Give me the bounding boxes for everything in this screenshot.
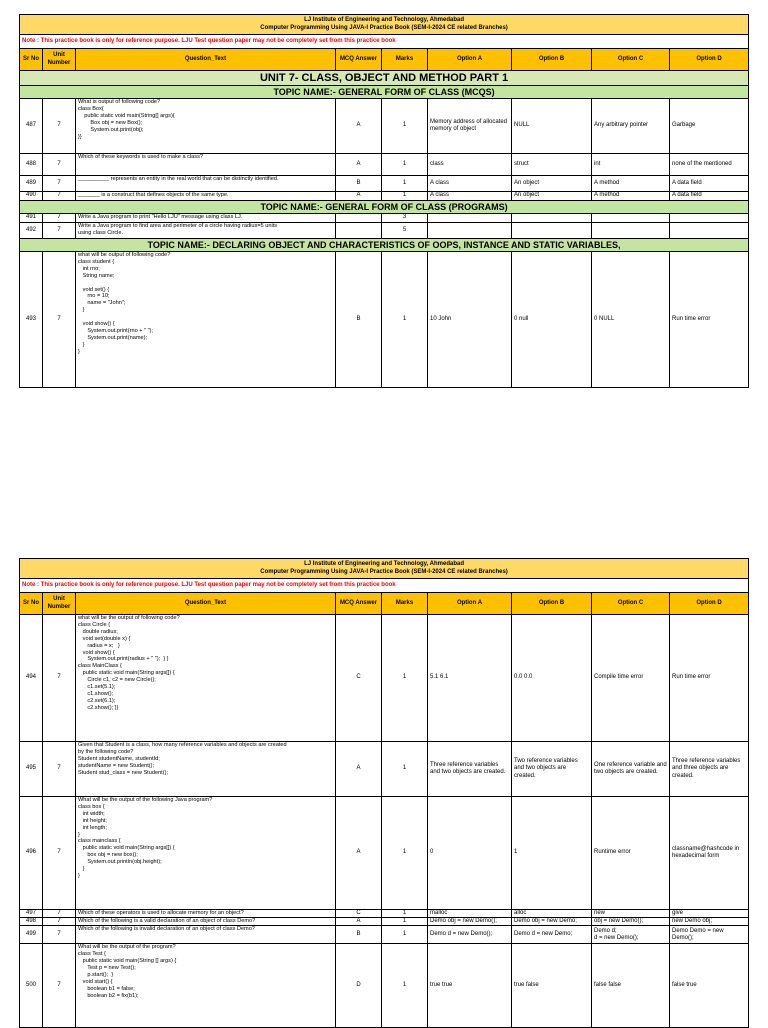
- practice-sheet-2: [19, 558, 748, 1028]
- col-option-d: Option D: [670, 49, 749, 71]
- col-mcq-answer: MCQ Answer: [336, 593, 382, 615]
- sr-no: 497: [20, 910, 43, 918]
- unit-number: 7: [43, 192, 76, 201]
- table-row: [20, 192, 749, 201]
- question-text: What will be the output of the following Java program? class box { int width; int height; int length; } class mainclass { public static void main(String args[]) { box obj = new box(); System.out.println(obj.height); } }: [76, 797, 336, 910]
- option-a: 10 John: [428, 252, 512, 388]
- sr-no: 495: [20, 742, 43, 797]
- table-row: [20, 223, 749, 239]
- practice-sheet-1: [19, 14, 748, 388]
- question-text: Write a Java program to print "Hello LJU" message using class LJ.: [76, 214, 336, 223]
- option-d: A data field: [670, 192, 749, 201]
- option-c: [592, 214, 670, 223]
- col-unit-number: Unit Number: [43, 593, 76, 615]
- option-b: NULL: [512, 99, 592, 154]
- option-d: Run time error: [670, 252, 749, 388]
- sr-no: 500: [20, 944, 43, 1028]
- marks: 1: [382, 252, 428, 388]
- mcq-answer: B: [336, 926, 382, 944]
- mcq-answer: A: [336, 797, 382, 910]
- book-title: Computer Programming Using JAVA-I Practice Book (SEM-I-2024 CE related Branches): [260, 568, 508, 575]
- sr-no: 494: [20, 615, 43, 742]
- option-d: give: [670, 910, 749, 918]
- sr-no: 491: [20, 214, 43, 223]
- mcq-answer: [336, 214, 382, 223]
- marks: 1: [382, 154, 428, 176]
- unit-number: 7: [43, 615, 76, 742]
- question-table-1: [19, 14, 749, 388]
- question-text: _______ is a construct that defines objects of the same type.: [76, 192, 336, 201]
- question-text: what will be output of following code? class student { int rno; String name; void set() { rno = 10; name = "John"; } void show() { System.out.print(rno + " "); System.out.print(name); } }: [76, 252, 336, 388]
- mcq-answer: C: [336, 615, 382, 742]
- topic-heading: TOPIC NAME:- GENERAL FORM OF CLASS (MCQS): [20, 86, 749, 99]
- option-b: true false: [512, 944, 592, 1028]
- sr-no: 490: [20, 192, 43, 201]
- col-marks: Marks: [382, 593, 428, 615]
- marks: 1: [382, 192, 428, 201]
- table-row: [20, 910, 749, 918]
- note-text: Note : This practice book is only for reference purpose. LJU Test question paper may not be completely set from this practice book: [20, 579, 749, 593]
- option-a: [428, 223, 512, 239]
- option-d: Run time error: [670, 615, 749, 742]
- question-text: what will be the output of following code? class Circle { double radius; void set(double x) { radius = x; } void show() { System.out.print(radius + " "); } } class MainClass { public static void main(String args[]) { Circle c1, c2 = new Circle(); c1.set(5.1); c1.show(); c2.set(6.1); c2.show(); }}: [76, 615, 336, 742]
- institute-name: LJ Institute of Engineering and Technology, Ahmedabad: [304, 561, 464, 568]
- option-b: 0.0 0.0: [512, 615, 592, 742]
- option-c: A method: [592, 192, 670, 201]
- sr-no: 499: [20, 926, 43, 944]
- unit-number: 7: [43, 99, 76, 154]
- unit-number: 7: [43, 252, 76, 388]
- table-row: [20, 154, 749, 176]
- note-text: Note : This practice book is only for reference purpose. LJU Test question paper may not be completely set from this practice book: [20, 35, 749, 49]
- option-b: alloc: [512, 910, 592, 918]
- mcq-answer: A: [336, 742, 382, 797]
- marks: 3: [382, 214, 428, 223]
- marks: 1: [382, 615, 428, 742]
- marks: 1: [382, 910, 428, 918]
- option-c: int: [592, 154, 670, 176]
- option-c: new: [592, 910, 670, 918]
- unit-number: 7: [43, 926, 76, 944]
- unit-title: UNIT 7- CLASS, OBJECT AND METHOD PART 1: [20, 71, 749, 86]
- sr-no: 492: [20, 223, 43, 239]
- sr-no: 498: [20, 918, 43, 926]
- option-d: Garbage: [670, 99, 749, 154]
- option-a: class: [428, 154, 512, 176]
- question-text: What will be the output of the program? class Test { public static void main(String [] args) { Test p = new Test(); p.start(); } void start() { boolean b1 = false; boolean b2 = fix(b1);: [76, 944, 336, 1028]
- table-row: [20, 615, 749, 742]
- table-row: [20, 918, 749, 926]
- option-b: 0 null: [512, 252, 592, 388]
- col-marks: Marks: [382, 49, 428, 71]
- sr-no: 496: [20, 797, 43, 910]
- option-d: [670, 214, 749, 223]
- option-a: A class: [428, 176, 512, 192]
- marks: 1: [382, 918, 428, 926]
- option-d: new Demo obj;: [670, 918, 749, 926]
- option-b: An object: [512, 176, 592, 192]
- institute-header: [20, 559, 749, 579]
- mcq-answer: C: [336, 910, 382, 918]
- col-option-a: Option A: [428, 593, 512, 615]
- option-a: Demo obj = new Demo();: [428, 918, 512, 926]
- option-b: [512, 214, 592, 223]
- col-option-a: Option A: [428, 49, 512, 71]
- mcq-answer: A: [336, 918, 382, 926]
- institute-header: [20, 15, 749, 35]
- unit-number: 7: [43, 223, 76, 239]
- unit-number: 7: [43, 214, 76, 223]
- question-table-2: [19, 558, 749, 1028]
- mcq-answer: D: [336, 944, 382, 1028]
- option-a: Three reference variables and two objects are created.: [428, 742, 512, 797]
- question-text: __________ represents an entity in the real world that can be distinctly identified.: [76, 176, 336, 192]
- table-row: [20, 944, 749, 1028]
- option-b: Demo obj = new Demo;: [512, 918, 592, 926]
- unit-number: 7: [43, 176, 76, 192]
- col-question-text: Question_Text: [76, 593, 336, 615]
- option-a: Demo d = new Demo();: [428, 926, 512, 944]
- table-row: [20, 742, 749, 797]
- option-c: 0 NULL: [592, 252, 670, 388]
- col-sr-no: Sr No: [20, 593, 43, 615]
- table-row: [20, 214, 749, 223]
- option-c: false false: [592, 944, 670, 1028]
- question-text: Which of the following is invalid declaration of an object of class Demo?: [76, 926, 336, 944]
- option-d: none of the mentioned: [670, 154, 749, 176]
- option-c: [592, 223, 670, 239]
- option-b: 1: [512, 797, 592, 910]
- col-option-b: Option B: [512, 593, 592, 615]
- sr-no: 489: [20, 176, 43, 192]
- option-b: Two reference variables and two objects are created.: [512, 742, 592, 797]
- option-c: obj = new Demo();: [592, 918, 670, 926]
- marks: 5: [382, 223, 428, 239]
- option-a: 0: [428, 797, 512, 910]
- option-d: classname@hashcode in hexadecimal form: [670, 797, 749, 910]
- option-a: A class: [428, 192, 512, 201]
- col-option-c: Option C: [592, 49, 670, 71]
- table-row: [20, 252, 749, 388]
- unit-number: 7: [43, 918, 76, 926]
- option-a: Memory address of allocated memory of object: [428, 99, 512, 154]
- table-row: [20, 797, 749, 910]
- col-unit-number: Unit Number: [43, 49, 76, 71]
- question-text: Given that Student is a class, how many reference variables and objects are created by the following code? Student studentName, studentId; studentName = new Student(); Student stud_class = new Student();: [76, 742, 336, 797]
- marks: 1: [382, 742, 428, 797]
- mcq-answer: A: [336, 99, 382, 154]
- col-question-text: Question_Text: [76, 49, 336, 71]
- option-b: An object: [512, 192, 592, 201]
- topic-heading: TOPIC NAME:- GENERAL FORM OF CLASS (PROGRAMS): [20, 201, 749, 214]
- option-c: Any arbitrary pointer: [592, 99, 670, 154]
- col-sr-no: Sr No: [20, 49, 43, 71]
- option-a: [428, 214, 512, 223]
- col-option-d: Option D: [670, 593, 749, 615]
- marks: 1: [382, 797, 428, 910]
- unit-number: 7: [43, 910, 76, 918]
- option-d: false true: [670, 944, 749, 1028]
- option-c: Compile time error: [592, 615, 670, 742]
- question-text: What is output of following code? class Box{ public static void main(String[] args){ Box obj = new Box(); System.out.print(obj); }}: [76, 99, 336, 154]
- option-a: true true: [428, 944, 512, 1028]
- question-text: Write a Java program to find area and perimeter of a circle having radius=5 units using class Circle.: [76, 223, 336, 239]
- col-option-c: Option C: [592, 593, 670, 615]
- col-mcq-answer: MCQ Answer: [336, 49, 382, 71]
- option-b: Demo d = new Demo;: [512, 926, 592, 944]
- col-option-b: Option B: [512, 49, 592, 71]
- table-row: [20, 926, 749, 944]
- option-c: Demo d; d = new Demo();: [592, 926, 670, 944]
- topic-heading: TOPIC NAME:- DECLARING OBJECT AND CHARACTERISTICS OF OOPS, INSTANCE AND STATIC VARIABLES,: [20, 239, 749, 252]
- sr-no: 487: [20, 99, 43, 154]
- unit-number: 7: [43, 797, 76, 910]
- institute-name: LJ Institute of Engineering and Technology, Ahmedabad: [304, 17, 464, 24]
- option-d: Three reference variables and three objects are created.: [670, 742, 749, 797]
- marks: 1: [382, 99, 428, 154]
- marks: 1: [382, 944, 428, 1028]
- unit-number: 7: [43, 154, 76, 176]
- unit-number: 7: [43, 944, 76, 1028]
- mcq-answer: A: [336, 154, 382, 176]
- mcq-answer: B: [336, 252, 382, 388]
- option-d: A data field: [670, 176, 749, 192]
- table-row: [20, 99, 749, 154]
- option-b: struct: [512, 154, 592, 176]
- marks: 1: [382, 926, 428, 944]
- question-text: Which of these keywords is used to make a class?: [76, 154, 336, 176]
- sr-no: 493: [20, 252, 43, 388]
- table-row: [20, 176, 749, 192]
- sr-no: 488: [20, 154, 43, 176]
- mcq-answer: B: [336, 176, 382, 192]
- option-d: Demo Demo = new Demo();: [670, 926, 749, 944]
- column-header-row: [20, 49, 749, 71]
- question-text: Which of the following is a valid declaration of an object of class Demo?: [76, 918, 336, 926]
- mcq-answer: [336, 223, 382, 239]
- option-c: One reference variable and two objects are created.: [592, 742, 670, 797]
- option-a: 5.1 6.1: [428, 615, 512, 742]
- marks: 1: [382, 176, 428, 192]
- option-b: [512, 223, 592, 239]
- option-d: [670, 223, 749, 239]
- mcq-answer: A: [336, 192, 382, 201]
- column-header-row: [20, 593, 749, 615]
- option-c: A method: [592, 176, 670, 192]
- question-text: Which of these operators is used to allocate memory for an object?: [76, 910, 336, 918]
- option-a: malloc: [428, 910, 512, 918]
- option-c: Runtime error: [592, 797, 670, 910]
- unit-number: 7: [43, 742, 76, 797]
- book-title: Computer Programming Using JAVA-I Practice Book (SEM-I-2024 CE related Branches): [260, 24, 508, 31]
